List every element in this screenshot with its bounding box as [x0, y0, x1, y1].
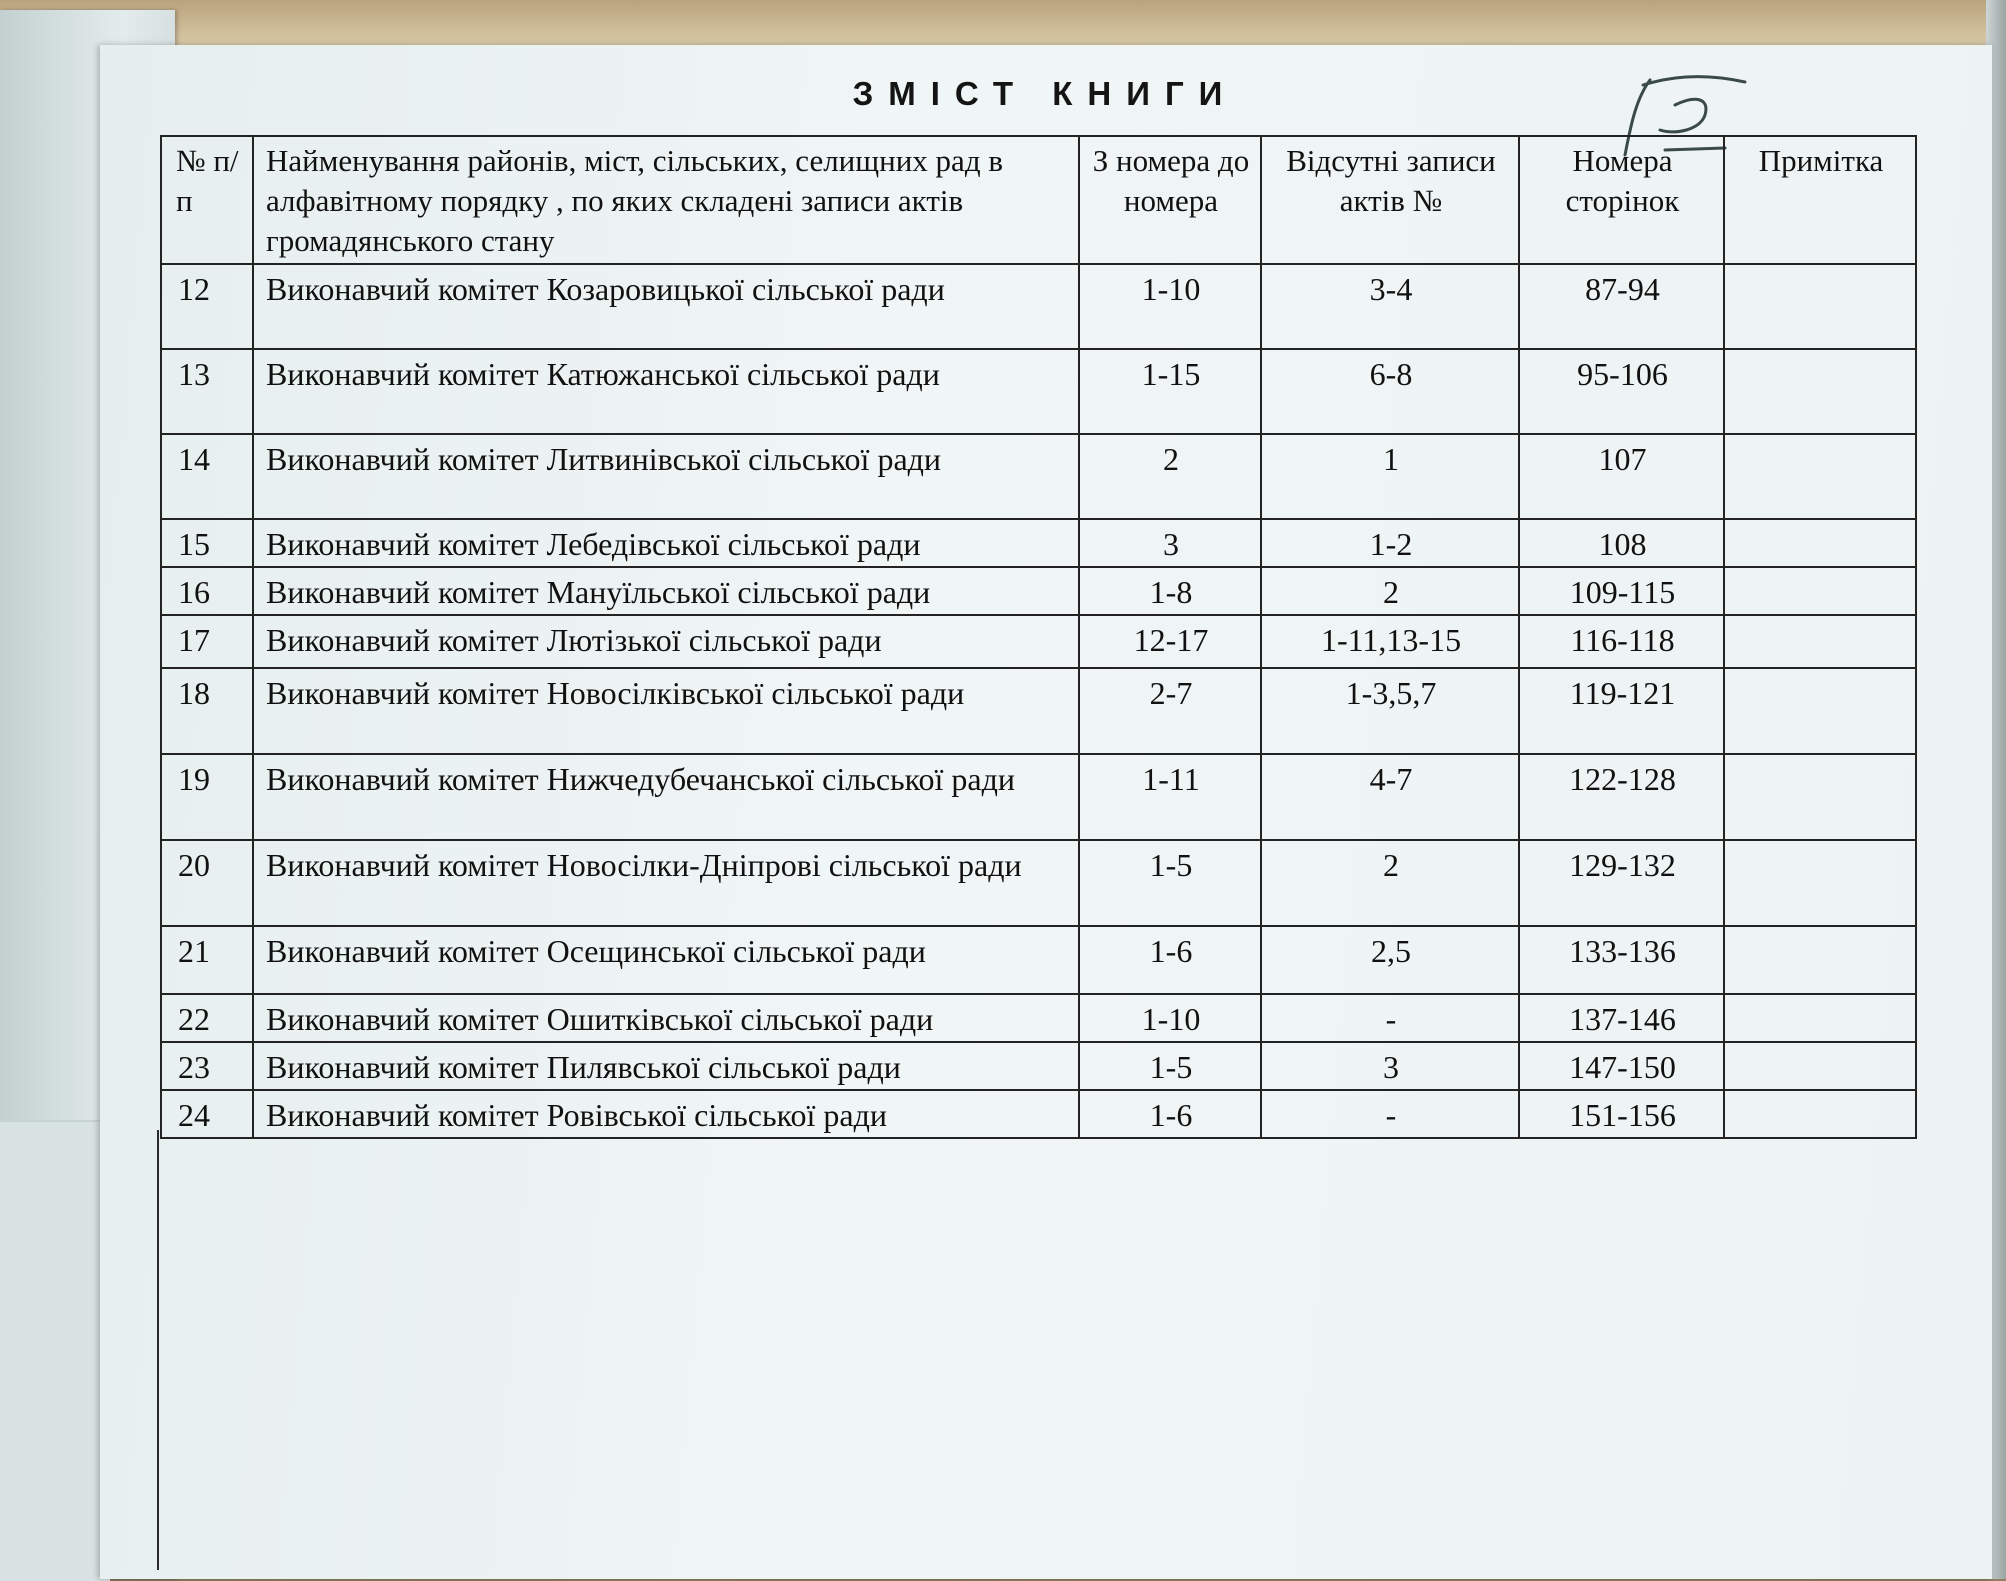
row-note [1724, 1042, 1916, 1090]
row-range: 1-15 [1079, 349, 1261, 434]
row-missing: 3 [1261, 1042, 1519, 1090]
row-name: Виконавчий комітет Лютізької сільської ради [253, 615, 1079, 668]
row-missing: 2,5 [1261, 926, 1519, 994]
table-row [161, 926, 1916, 994]
row-range: 1-6 [1079, 1090, 1261, 1138]
row-name: Виконавчий комітет Литвинівської сільської ради [253, 434, 1079, 519]
row-note [1724, 615, 1916, 668]
row-missing: 1 [1261, 434, 1519, 519]
row-name: Виконавчий комітет Пилявської сільської ради [253, 1042, 1079, 1090]
row-note [1724, 840, 1916, 926]
row-name: Виконавчий комітет Лебедівської сільської ради [253, 519, 1079, 567]
under-sheet [0, 1120, 110, 1581]
table-row [161, 615, 1916, 668]
table-row [161, 349, 1916, 434]
row-pages: 137-146 [1519, 994, 1724, 1042]
row-name: Виконавчий комітет Мануїльської сільської ради [253, 567, 1079, 615]
row-pages: 122-128 [1519, 754, 1724, 840]
row-number: 15 [161, 519, 253, 567]
row-name: Виконавчий комітет Новосілки-Дніпрові сільської ради [253, 840, 1079, 926]
row-missing: 3-4 [1261, 264, 1519, 349]
row-pages: 147-150 [1519, 1042, 1724, 1090]
row-range: 1-6 [1079, 926, 1261, 994]
row-pages: 119-121 [1519, 668, 1724, 754]
row-name: Виконавчий комітет Катюжанської сільської ради [253, 349, 1079, 434]
row-range: 1-5 [1079, 840, 1261, 926]
row-number: 23 [161, 1042, 253, 1090]
row-note [1724, 264, 1916, 349]
row-note [1724, 668, 1916, 754]
row-note [1724, 567, 1916, 615]
row-range: 1-10 [1079, 994, 1261, 1042]
row-pages: 109-115 [1519, 567, 1724, 615]
empty-table-area [157, 1130, 2006, 1570]
column-header-pages: Номера сторінок [1519, 136, 1724, 264]
row-missing: 4-7 [1261, 754, 1519, 840]
row-pages: 116-118 [1519, 615, 1724, 668]
row-range: 1-11 [1079, 754, 1261, 840]
row-pages: 133-136 [1519, 926, 1724, 994]
row-missing: - [1261, 1090, 1519, 1138]
row-name: Виконавчий комітет Ровівської сільської ради [253, 1090, 1079, 1138]
column-header-name: Найменування районів, міст, сільських, селищних рад в алфавітному порядку , по яких складені записи актів громадянського стану [253, 136, 1079, 264]
row-name: Виконавчий комітет Осещинської сільської ради [253, 926, 1079, 994]
row-number: 16 [161, 567, 253, 615]
row-range: 12-17 [1079, 615, 1261, 668]
table-row [161, 994, 1916, 1042]
row-number: 21 [161, 926, 253, 994]
row-missing: 6-8 [1261, 349, 1519, 434]
row-missing: 2 [1261, 840, 1519, 926]
table-row [161, 519, 1916, 567]
row-range: 3 [1079, 519, 1261, 567]
table-header-row [161, 136, 1916, 264]
row-note [1724, 926, 1916, 994]
row-name: Виконавчий комітет Ошитківської сільської ради [253, 994, 1079, 1042]
row-note [1724, 519, 1916, 567]
row-number: 19 [161, 754, 253, 840]
document-title: ЗМІСТ КНИГИ [852, 75, 1238, 112]
row-number: 22 [161, 994, 253, 1042]
row-number: 18 [161, 668, 253, 754]
row-pages: 151-156 [1519, 1090, 1724, 1138]
row-number: 14 [161, 434, 253, 519]
row-number: 13 [161, 349, 253, 434]
row-name: Виконавчий комітет Нижчедубечанської сільської ради [253, 754, 1079, 840]
table-row [161, 264, 1916, 349]
row-note [1724, 434, 1916, 519]
row-missing: 1-11,13-15 [1261, 615, 1519, 668]
contents-table [160, 135, 1917, 1139]
table-row [161, 1042, 1916, 1090]
row-note [1724, 994, 1916, 1042]
table-row [161, 840, 1916, 926]
row-note [1724, 754, 1916, 840]
column-header-number: № п/п [161, 136, 253, 264]
row-pages: 108 [1519, 519, 1724, 567]
row-pages: 95-106 [1519, 349, 1724, 434]
row-missing: 1-3,5,7 [1261, 668, 1519, 754]
row-number: 24 [161, 1090, 253, 1138]
row-missing: 1-2 [1261, 519, 1519, 567]
row-pages: 87-94 [1519, 264, 1724, 349]
row-name: Виконавчий комітет Козаровицької сільської ради [253, 264, 1079, 349]
row-range: 2 [1079, 434, 1261, 519]
row-pages: 129-132 [1519, 840, 1724, 926]
column-header-range: З номера до номера [1079, 136, 1261, 264]
row-range: 1-5 [1079, 1042, 1261, 1090]
row-note [1724, 349, 1916, 434]
table-row [161, 668, 1916, 754]
row-number: 12 [161, 264, 253, 349]
row-number: 20 [161, 840, 253, 926]
row-range: 2-7 [1079, 668, 1261, 754]
row-name: Виконавчий комітет Новосілківської сільської ради [253, 668, 1079, 754]
table-row [161, 434, 1916, 519]
row-range: 1-10 [1079, 264, 1261, 349]
column-header-note: Примітка [1724, 136, 1916, 264]
row-pages: 107 [1519, 434, 1724, 519]
row-number: 17 [161, 615, 253, 668]
document-page [100, 45, 1992, 1579]
table-row [161, 567, 1916, 615]
row-missing: 2 [1261, 567, 1519, 615]
column-header-missing: Відсутні записи актів № [1261, 136, 1519, 264]
table-row [161, 754, 1916, 840]
row-range: 1-8 [1079, 567, 1261, 615]
row-missing: - [1261, 994, 1519, 1042]
